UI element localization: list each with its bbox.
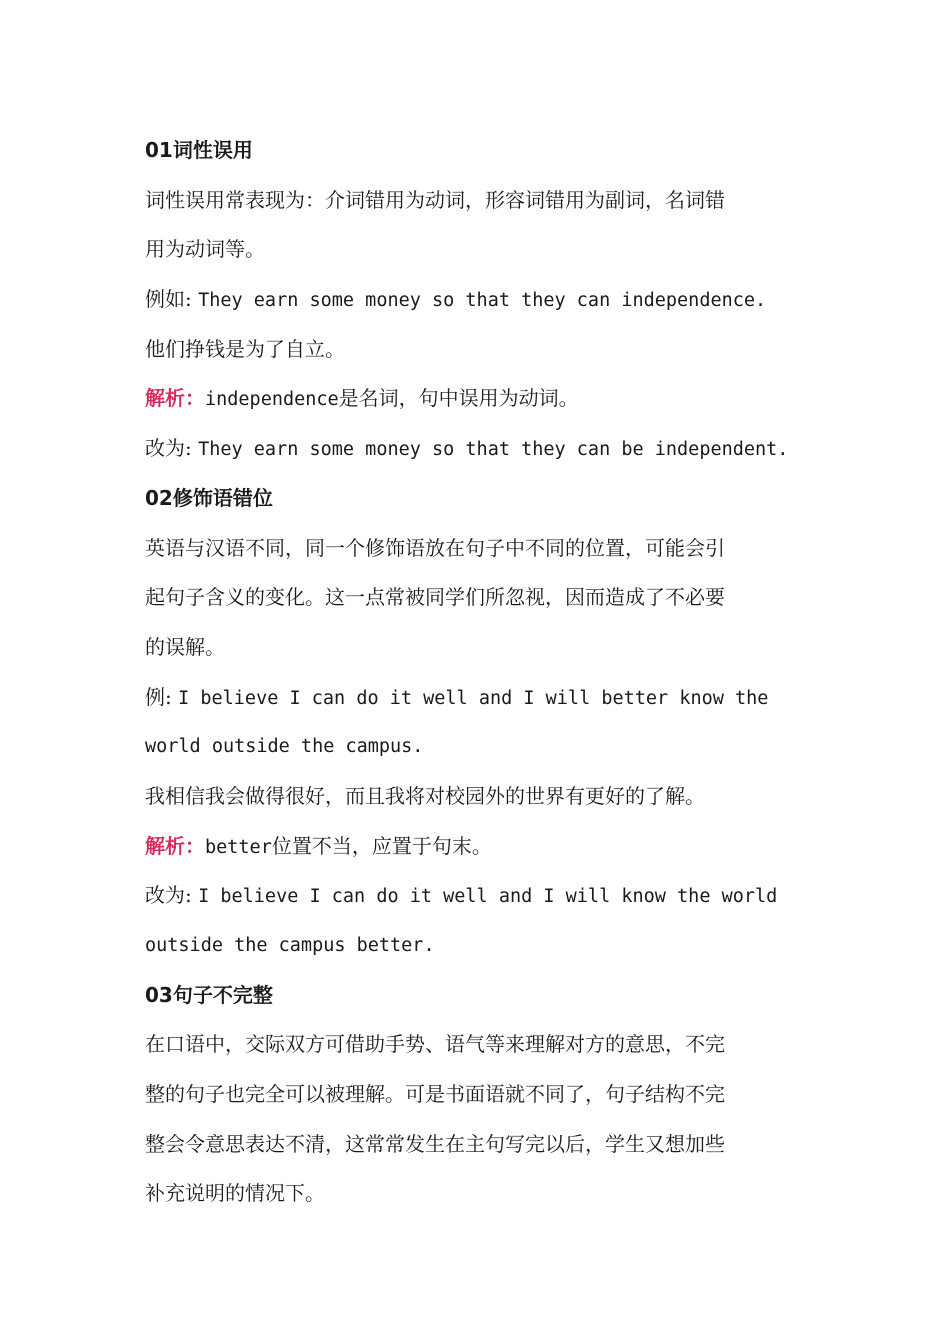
analysis-text: 位置不当，应置于句末。: [271, 833, 492, 858]
example-text: I believe I can do it well and I will better know the: [178, 687, 769, 709]
section-heading-3: 03句子不完整: [145, 982, 273, 1007]
paragraph-line: 用为动词等。: [145, 237, 265, 262]
analysis-code: independence: [205, 389, 339, 411]
paragraph-line: 整的句子也完全可以被理解。可是书面语就不同了，句子结构不完: [145, 1082, 725, 1107]
analysis-line: [145, 822, 810, 872]
translation-line: 他们挣钱是为了自立。: [145, 336, 345, 361]
section-heading-2: 02修饰语错位: [145, 485, 273, 510]
paragraph-line: 英语与汉语不同，同一个修饰语放在句子中不同的位置，可能会引: [145, 535, 725, 560]
correction-text: I believe I can do it well and I will know the world: [198, 886, 778, 908]
analysis-label: 解析：: [145, 386, 205, 411]
paragraph-line: 词性误用常表现为：介词错用为动词，形容词错用为副词，名词错: [145, 187, 725, 212]
example-label: 例如:: [145, 287, 199, 312]
analysis-code: better: [205, 836, 272, 858]
correction-label: 改为:: [145, 436, 199, 461]
paragraph-line: 起句子含义的变化。这一点常被同学们所忽视，因而造成了不必要: [145, 585, 725, 610]
document-page: [145, 126, 810, 1219]
correction-line: [145, 424, 810, 474]
analysis-label: 解析：: [145, 833, 205, 858]
example-line: [145, 673, 810, 723]
correction-label: 改为:: [145, 883, 199, 908]
translation-line: 我相信我会做得很好，而且我将对校园外的世界有更好的了解。: [145, 783, 705, 808]
correction-text: They earn some money so that they can be independent.: [198, 439, 789, 461]
example-text: They earn some money so that they can independence.: [198, 290, 767, 312]
example-label: 例:: [145, 684, 179, 709]
correction-text-continued: outside the campus better.: [145, 935, 435, 956]
correction-line: [145, 871, 810, 921]
paragraph-line: 在口语中，交际双方可借助手势、语气等来理解对方的意思，不完: [145, 1032, 725, 1057]
paragraph-line: 的误解。: [145, 634, 225, 659]
paragraph-line: 补充说明的情况下。: [145, 1181, 325, 1206]
section-heading-1: 01词性误用: [145, 138, 253, 162]
example-text-continued: world outside the campus.: [145, 736, 424, 758]
example-line: [145, 275, 810, 325]
paragraph-line: 整会令意思表达不清，这常常发生在主句写完以后，学生又想加些: [145, 1131, 725, 1156]
analysis-line: [145, 374, 810, 424]
analysis-text: 是名词，句中误用为动词。: [338, 386, 579, 411]
